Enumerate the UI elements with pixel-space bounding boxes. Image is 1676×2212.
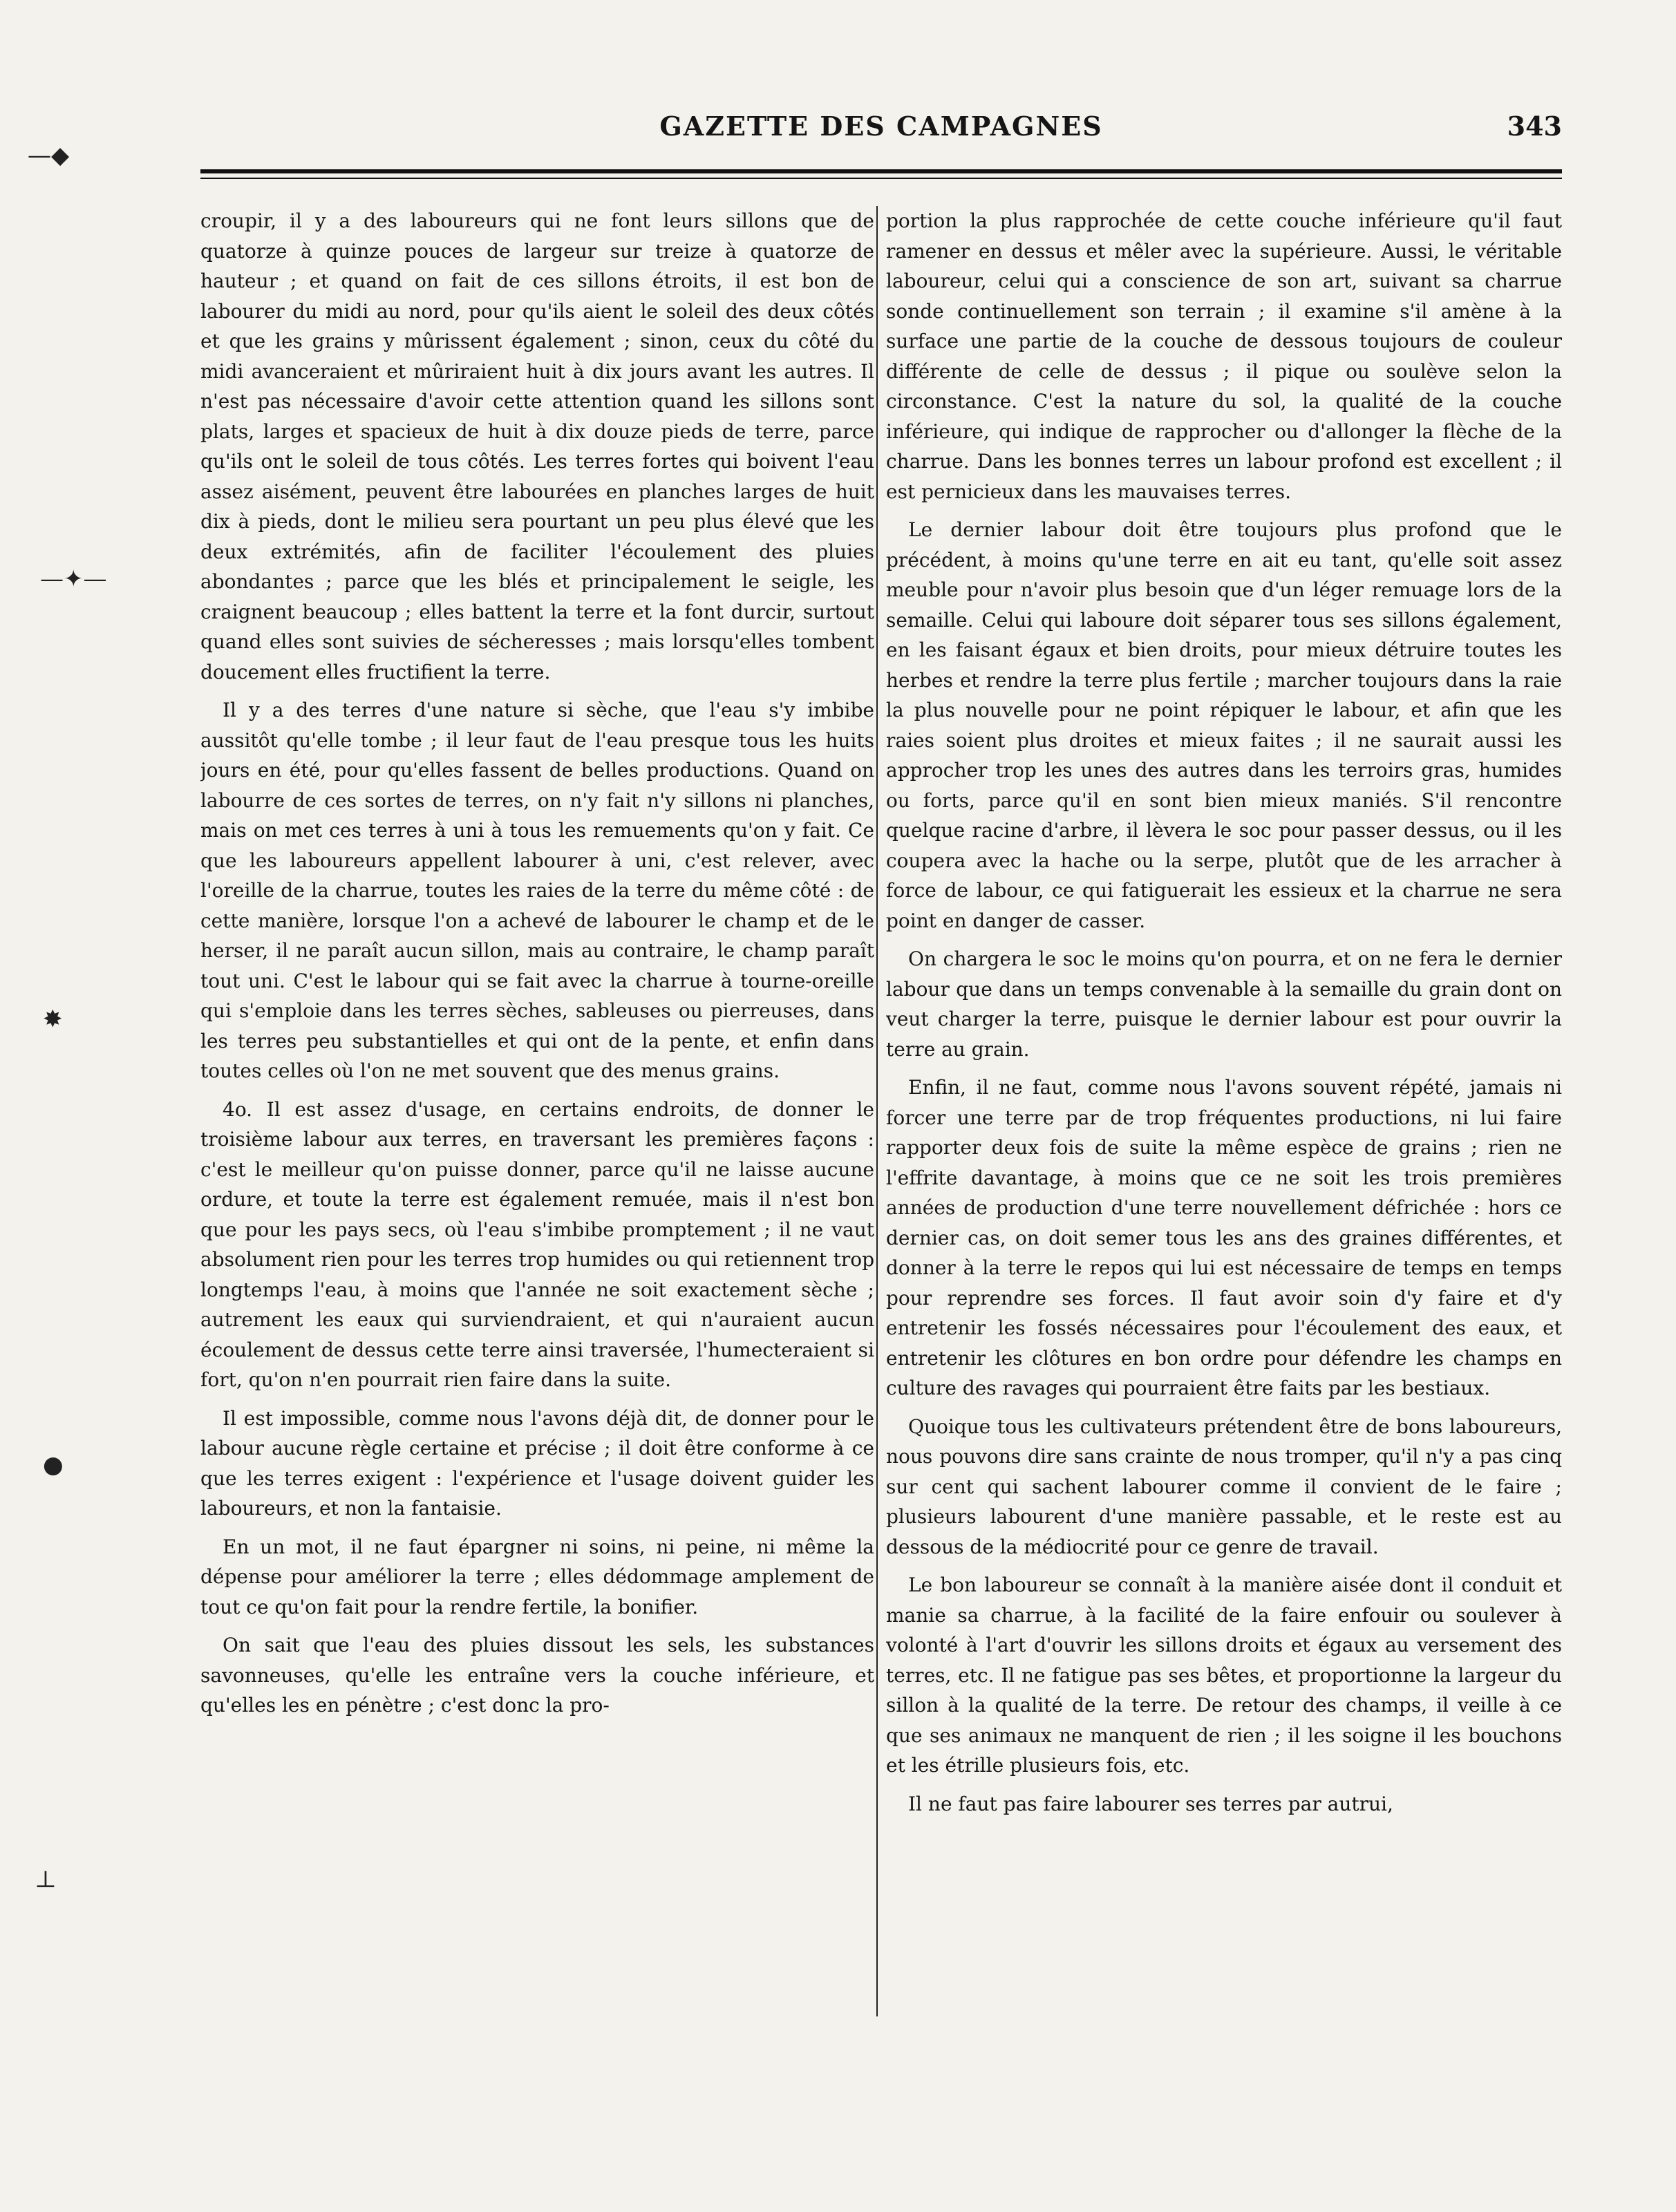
header-rule-thick bbox=[200, 169, 1562, 173]
page-number: 343 bbox=[1507, 111, 1562, 142]
margin-mark-4: ● bbox=[43, 1451, 64, 1479]
left-paragraph-5: En un mot, il ne faut épargner ni soins, ni peine, ni même la dépense pour améliorer la terre ; elles dédommage amplement de tout ce qu'on fait pour la rendre fertile, la bonifier. bbox=[200, 1535, 874, 1618]
left-paragraph-4: Il est impossible, comme nous l'avons déjà dit, de donner pour le labour aucune règle certaine et précise ; il doit être conforme à ce que les terres exigent : l'expérience et l'usage doivent guider les laboureurs, et non la fantaisie. bbox=[200, 1406, 874, 1520]
right-paragraph-1: portion la plus rapprochée de cette couche inférieure qu'il faut ramener en dessus et mêler avec la supérieure. Aussi, le véritable laboureur, celui qui a conscience de son art, suivant sa charrue sonde continuellement son terrain ; il examine s'il amène à la surface une partie de la couche de dessous toujours de couleur différente de celle de dessus ; il pique ou soulève selon la circonstance. C'est la nature du sol, la qualité de la couche inférieure, qui indique de rapprocher ou d'allonger la flèche de la charrue. Dans les bonnes terres un labour profond est excellent ; il est pernicieux dans les mauvaises terres. bbox=[886, 209, 1562, 503]
running-title: GAZETTE DES CAMPAGNES bbox=[659, 111, 1103, 142]
right-paragraph-3: On chargera le soc le moins qu'on pourra, et on ne fera le dernier labour que dans un temps convenable à la semaille du grain dont on veut charger la terre, puisque le dernier labour est pour ouvrir la terre au grain. bbox=[886, 947, 1562, 1061]
left-paragraph-3: 4o. Il est assez d'usage, en certains endroits, de donner le troisième labour aux terres, en traversant les premières façons : c'est le meilleur qu'on puisse donner, parce qu'il ne laisse aucune ordure, et toute la terre est également remuée, mais il n'est bon que pour les pays secs, où l'eau s'imbibe promptement ; il ne vaut absolument rien pour les terres trop humides ou qui retiennent trop longtemps l'eau, à moins que l'année ne soit exactement sèche ; autrement les eaux qui surviendraient, et qui n'auraient aucun écoulement de dessus cette terre ainsi traversée, l'humecteraient si fort, qu'on n'en pourrait rien faire dans la suite. bbox=[200, 1097, 874, 1391]
header-rule-thin bbox=[200, 178, 1562, 179]
right-paragraph-7: Il ne faut pas faire labourer ses terres par autrui, bbox=[908, 1792, 1393, 1815]
right-paragraph-2: Le dernier labour doit être toujours plus profond que le précédent, à moins qu'une terre en ait eu tant, qu'elle soit assez meuble pour n'avoir plus besoin que d'un léger remuage lors de la semaille. Celui qui laboure doit séparer tous ses sillons également, en les faisant égaux et bien droits, pour mieux détruire toutes les herbes et rendre la terre plus fertile ; marcher toujours dans la raie la plus nouvelle pour ne point répiquer le labour, et afin que les raies soient plus droites et mieux faites ; il ne saurait aussi les approcher trop les unes des autres dans les terroirs gras, humides ou forts, parce qu'il en sont bien mieux maniés. S'il rencontre quelque racine d'arbre, il lèvera le soc pour passer dessus, ou il les coupera avec la hache ou la serpe, plutôt que de les arracher à force de labour, ce qui fatiguerait les essieux et la charrue ne sera point en danger de casser. bbox=[886, 518, 1562, 932]
left-paragraph-1: croupir, il y a des laboureurs qui ne font leurs sillons que de quatorze à quinze pouces de largeur sur treize à quatorze de hauteur ; et quand on fait de ces sillons étroits, il est bon de labourer du midi au nord, pour qu'ils aient le soleil des deux côtés et que les grains y mûrissent également ; sinon, ceux du côté du midi avanceraient et mûriraient huit à dix jours avant les autres. Il n'est pas nécessaire d'avoir cette attention quand les sillons sont plats, larges et spacieux de huit à dix douze pieds de terre, parce qu'ils ont le soleil de tous côtés. Les terres fortes qui boivent l'eau assez aisément, peuvent être labourées en planches larges de huit dix à pieds, dont le milieu sera pourtant un peu plus élevé que les deux extrémités, afin de faciliter l'écoulement des pluies abondantes ; parce que les blés et principalement le seigle, les craignent beaucoup ; elles battent la terre et la font durcir, surtout quand elles sont suivies de sécheresses ; mais lorsqu'elles tombent doucement elles fructifient la terre. bbox=[200, 209, 874, 683]
left-column bbox=[200, 206, 874, 2030]
margin-mark-1: —◆ bbox=[28, 142, 70, 169]
margin-mark-5: ⊥ bbox=[35, 1866, 57, 1893]
right-column bbox=[886, 206, 1562, 2030]
column-divider bbox=[876, 206, 878, 2016]
right-paragraph-4: Enfin, il ne faut, comme nous l'avons souvent répété, jamais ni forcer une terre par de trop fréquentes productions, ni lui faire rapporter deux fois de suite la même espèce de grains ; rien ne l'effrite davantage, à moins que ce ne soit les trois premières années de production d'une terre nouvellement défrichée : hors ce dernier cas, on doit semer tous les ans des graines différentes, et donner à la terre le repos qui lui est nécessaire de temps en temps pour reprendre ses forces. Il faut avoir soin d'y faire et d'y entretenir les fossés nécessaires pour l'écoulement des eaux, et entretenir les clôtures en bon ordre pour défendre les champs en culture des ravages qui pourraient être faits par les bestiaux. bbox=[886, 1076, 1562, 1399]
margin-mark-2: —✦— bbox=[40, 565, 107, 593]
margin-mark-3: ✸ bbox=[43, 1005, 63, 1033]
right-paragraph-5: Quoique tous les cultivateurs prétendent être de bons laboureurs, nous pouvons dire sans crainte de nous tromper, qu'il n'y a pas cinq sur cent qui sachent labourer comme il convient de le faire ; plusieurs labourent d'une manière passable, et le reste est au dessous de la médiocrité pour ce genre de travail. bbox=[886, 1415, 1562, 1558]
left-paragraph-6: On sait que l'eau des pluies dissout les sels, les substances savonneuses, qu'elle les entraîne vers la couche inférieure, et qu'elles les en pénètre ; c'est donc la pro- bbox=[200, 1634, 874, 1717]
page-header bbox=[200, 104, 1562, 152]
left-paragraph-2: Il y a des terres d'une nature si sèche, que l'eau s'y imbibe aussitôt qu'elle tombe ; il leur faut de l'eau presque tous les huits jours en été, pour qu'elles fassent de belles productions. Quand on labourre de ces sortes de terres, on n'y fait n'y sillons ni planches, mais on met ces terres à uni à tous les remuements qu'on y fait. Ce que les laboureurs appellent labourer à uni, c'est relever, avec l'oreille de la charrue, toutes les raies de la terre du même côté : de cette manière, lorsque l'on a achevé de labourer le champ et de le herser, il ne paraît aucun sillon, mais au contraire, le champ paraît tout uni. C'est le labour qui se fait avec la charrue à tourne-oreille qui s'emploie dans les terres sèches, sableuses ou pierreuses, dans les terres peu substantielles et qui ont de la pente, et enfin dans toutes celles où l'on ne met souvent que des menus grains. bbox=[200, 699, 874, 1082]
right-paragraph-6: Le bon laboureur se connaît à la manière aisée dont il conduit et manie sa charrue, à la facilité de la faire enfouir ou soulever à volonté à l'art d'ouvrir les sillons droits et égaux au versement des terres, etc. Il ne fatigue pas ses bêtes, et proportionne la largeur du sillon à la qualité de la terre. De retour des champs, il veille à ce que ses animaux ne manquent de rien ; il les soigne il les bouchons et les étrille plusieurs fois, etc. bbox=[886, 1573, 1562, 1777]
